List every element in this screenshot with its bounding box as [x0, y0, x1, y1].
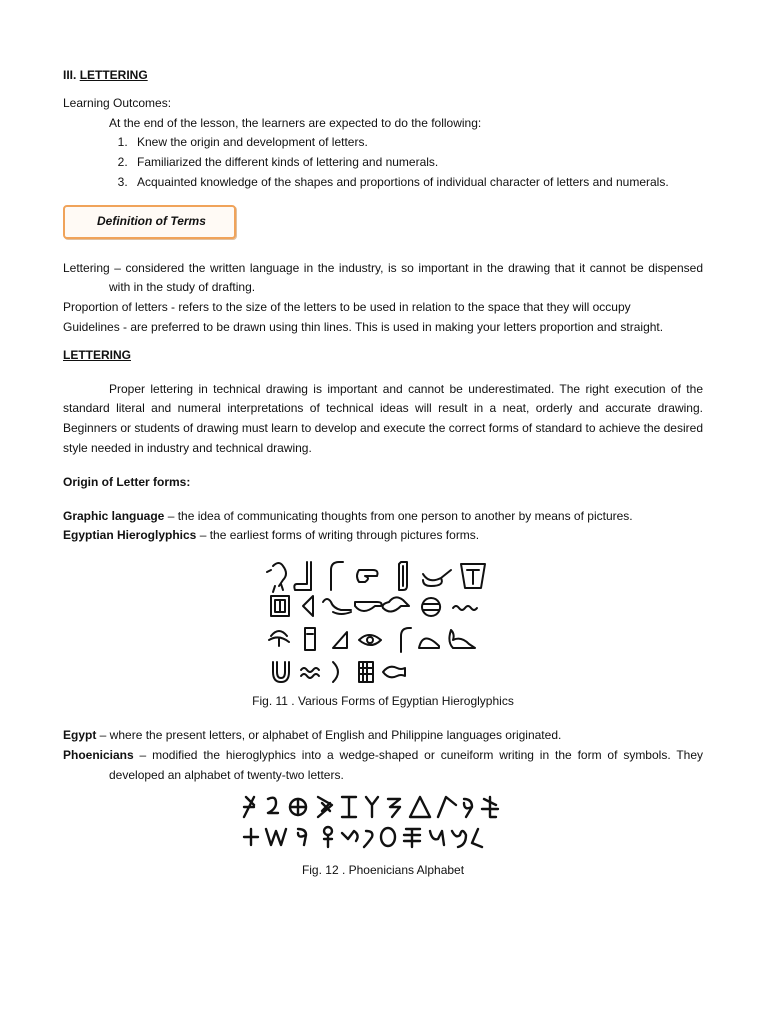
- definition-of-terms-box: Definition of Terms: [63, 205, 236, 239]
- graphic-language-term: Graphic language: [63, 508, 165, 523]
- outcomes-list: [63, 133, 703, 192]
- section-heading: [63, 66, 703, 86]
- phoenician-alphabet-image: [238, 793, 528, 853]
- egyptian-hieroglyphics-text: – the earliest forms of writing through pictures forms.: [196, 528, 480, 543]
- hieroglyph-row: [267, 562, 485, 592]
- outcome-item: 3. Acquainted knowledge of the shapes and proportions of individual character of letters and numerals.: [131, 173, 703, 193]
- phoenician-row: [244, 827, 482, 847]
- outcome-item: 2. Familiarized the different kinds of lettering and numerals.: [131, 153, 703, 173]
- definition-lettering: Lettering – considered the written language in the industry, is so important in the drawing that it cannot be dispensed with in the study of drafting.: [63, 260, 703, 295]
- egypt-definition: [63, 726, 703, 746]
- phoenicians-text: – modified the hieroglyphics into a wedge-shaped or cuneiform writing in the form of symbols. They developed an alphabet of twenty-two letters.: [109, 747, 703, 782]
- definition-guidelines: Guidelines - are preferred to be drawn using thin lines. This is used in making your letters proportion and straight.: [63, 319, 664, 334]
- hieroglyphics-figure: [63, 554, 703, 712]
- outcome-item: 1. Knew the origin and development of letters.: [131, 133, 703, 153]
- outcomes-heading: Learning Outcomes:: [63, 95, 172, 110]
- definition-proportion: Proportion of letters - refers to the size of the letters to be used in relation to the space that they will occupy: [63, 300, 631, 315]
- egypt-term: Egypt: [63, 727, 97, 742]
- outcomes-intro: At the end of the lesson, the learners are expected to do the following:: [109, 115, 482, 130]
- phoenician-row: [244, 797, 498, 817]
- hieroglyph-row: [273, 662, 405, 682]
- hieroglyph-row: [271, 596, 477, 616]
- hieroglyph-row: [269, 628, 475, 652]
- hieroglyphics-image: [263, 554, 503, 684]
- phoenicians-term: Phoenicians: [63, 747, 134, 762]
- section-number: III.: [63, 68, 77, 82]
- fig12-caption: Fig. 12 . Phoenicians Alphabet: [301, 863, 465, 878]
- fig11-caption: Fig. 11 . Various Forms of Egyptian Hieroglyphics: [252, 694, 514, 709]
- graphic-language-text: – the idea of communicating thoughts from one person to another by means of pictures.: [164, 508, 633, 523]
- origin-heading: Origin of Letter forms:: [63, 474, 191, 489]
- graphic-language-definition: [63, 507, 703, 527]
- egypt-text: – where the present letters, or alphabet of English and Philippine languages originated.: [96, 727, 562, 742]
- egyptian-hieroglyphics-term: Egyptian Hieroglyphics: [63, 528, 197, 543]
- lettering-paragraph: Proper lettering in technical drawing is important and cannot be underestimated. The right execution of the standard literal and numeral interpretations of technical ideas will result in a neat, orderly and accurate drawing. Beginners or students of drawing must learn to develop and execute the correct forms of standard to achieve the desired style needed in industry and technical drawing.: [63, 381, 703, 455]
- section-title: LETTERING: [79, 68, 148, 82]
- document-page: [63, 62, 703, 881]
- egyptian-hieroglyphics-definition: [63, 526, 703, 546]
- lettering-heading: LETTERING: [63, 347, 131, 362]
- phoenician-alphabet-figure: [63, 793, 703, 881]
- phoenicians-definition: [63, 746, 703, 786]
